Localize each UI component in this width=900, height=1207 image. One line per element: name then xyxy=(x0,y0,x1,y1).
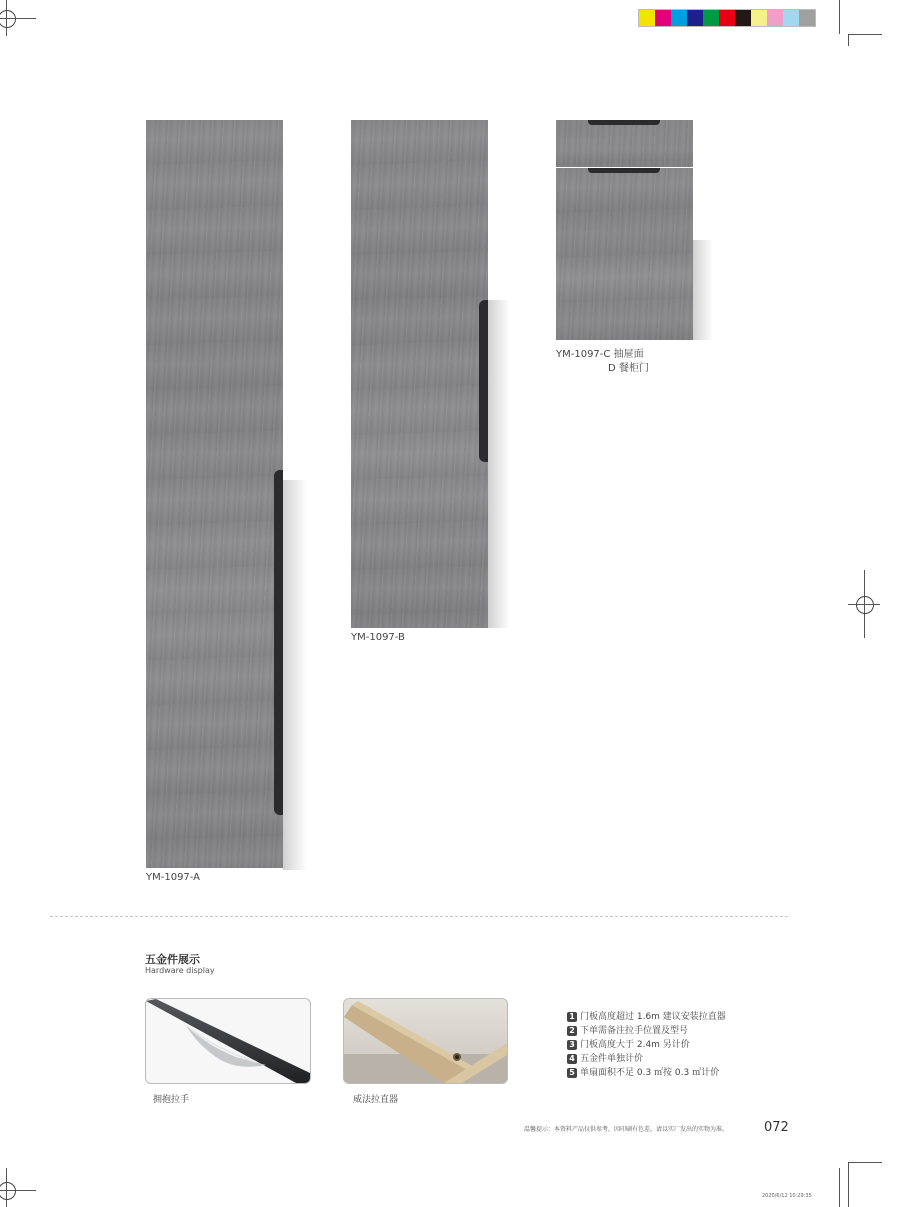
color-swatch xyxy=(783,10,799,26)
hardware-title: 五金件展示 xyxy=(145,953,200,966)
straightener-thumbnail xyxy=(343,998,508,1084)
color-calibration-bar xyxy=(638,9,816,27)
door-panel-a xyxy=(146,120,283,868)
page-number: 072 xyxy=(764,1120,789,1135)
note-item xyxy=(567,1038,726,1052)
edge-handle-image xyxy=(146,999,310,1083)
door-handle xyxy=(479,300,488,462)
registration-mark xyxy=(856,596,874,614)
door-a-label: YM-1097-A xyxy=(146,872,201,883)
door-handle xyxy=(588,168,660,173)
note-text: 下单需备注拉手位置及型号 xyxy=(580,1026,689,1036)
crop-mark xyxy=(848,34,849,46)
crop-mark xyxy=(848,1162,849,1207)
door-shadow xyxy=(283,480,307,870)
section-divider xyxy=(50,916,788,917)
print-timestamp: 2020/6/12 10:29:35 xyxy=(762,1193,812,1199)
crop-mark xyxy=(848,34,882,35)
handle-caption: 拥抱拉手 xyxy=(153,1095,190,1105)
color-swatch xyxy=(687,10,703,26)
straightener-caption: 威法拉直器 xyxy=(353,1095,399,1105)
door-shadow xyxy=(693,240,713,340)
door-d-label: D 餐柜门 xyxy=(608,363,649,374)
note-number: 5 xyxy=(567,1068,577,1078)
drawer-front-c xyxy=(556,120,693,167)
note-text: 门板高度大于 2.4m 另计价 xyxy=(580,1040,690,1050)
door-b-label: YM-1097-B xyxy=(351,632,405,643)
registration-mark xyxy=(0,10,16,28)
registration-mark xyxy=(0,1182,16,1200)
note-text: 门板高度超过 1.6m 建议安装拉直器 xyxy=(580,1012,726,1022)
color-swatch xyxy=(767,10,783,26)
color-swatch xyxy=(719,10,735,26)
door-straightener-image xyxy=(344,999,507,1083)
note-text: 五金件单独计价 xyxy=(580,1054,644,1064)
door-shadow xyxy=(488,300,510,628)
color-swatch xyxy=(799,10,815,26)
note-item xyxy=(567,1052,726,1066)
door-panel-b xyxy=(351,120,488,628)
note-item xyxy=(567,1010,726,1024)
color-swatch xyxy=(671,10,687,26)
cabinet-door-d xyxy=(556,168,693,340)
note-text: 单扇面积不足 0.3 ㎡按 0.3 ㎡计价 xyxy=(580,1068,720,1078)
crop-mark xyxy=(848,1162,882,1163)
color-swatch xyxy=(751,10,767,26)
ordering-notes xyxy=(567,1010,726,1080)
disclaimer-note: 温馨提示：本资料产品仅供参考，因印刷有色差，请以实厂发出的实物为准。 xyxy=(524,1126,729,1133)
color-swatch xyxy=(639,10,655,26)
crop-mark xyxy=(839,0,840,34)
color-swatch xyxy=(703,10,719,26)
note-number: 4 xyxy=(567,1054,577,1064)
hardware-subtitle: Hardware display xyxy=(145,966,215,975)
note-item xyxy=(567,1066,726,1080)
note-number: 2 xyxy=(567,1026,577,1036)
handle-thumbnail xyxy=(145,998,311,1084)
color-swatch xyxy=(655,10,671,26)
drawer-handle xyxy=(588,120,660,125)
color-swatch xyxy=(735,10,751,26)
door-handle xyxy=(274,470,283,815)
door-c-label: YM-1097-C 抽屉面 xyxy=(556,349,644,360)
note-number: 1 xyxy=(567,1012,577,1022)
crop-mark xyxy=(839,1168,840,1207)
note-number: 3 xyxy=(567,1040,577,1050)
note-item xyxy=(567,1024,726,1038)
